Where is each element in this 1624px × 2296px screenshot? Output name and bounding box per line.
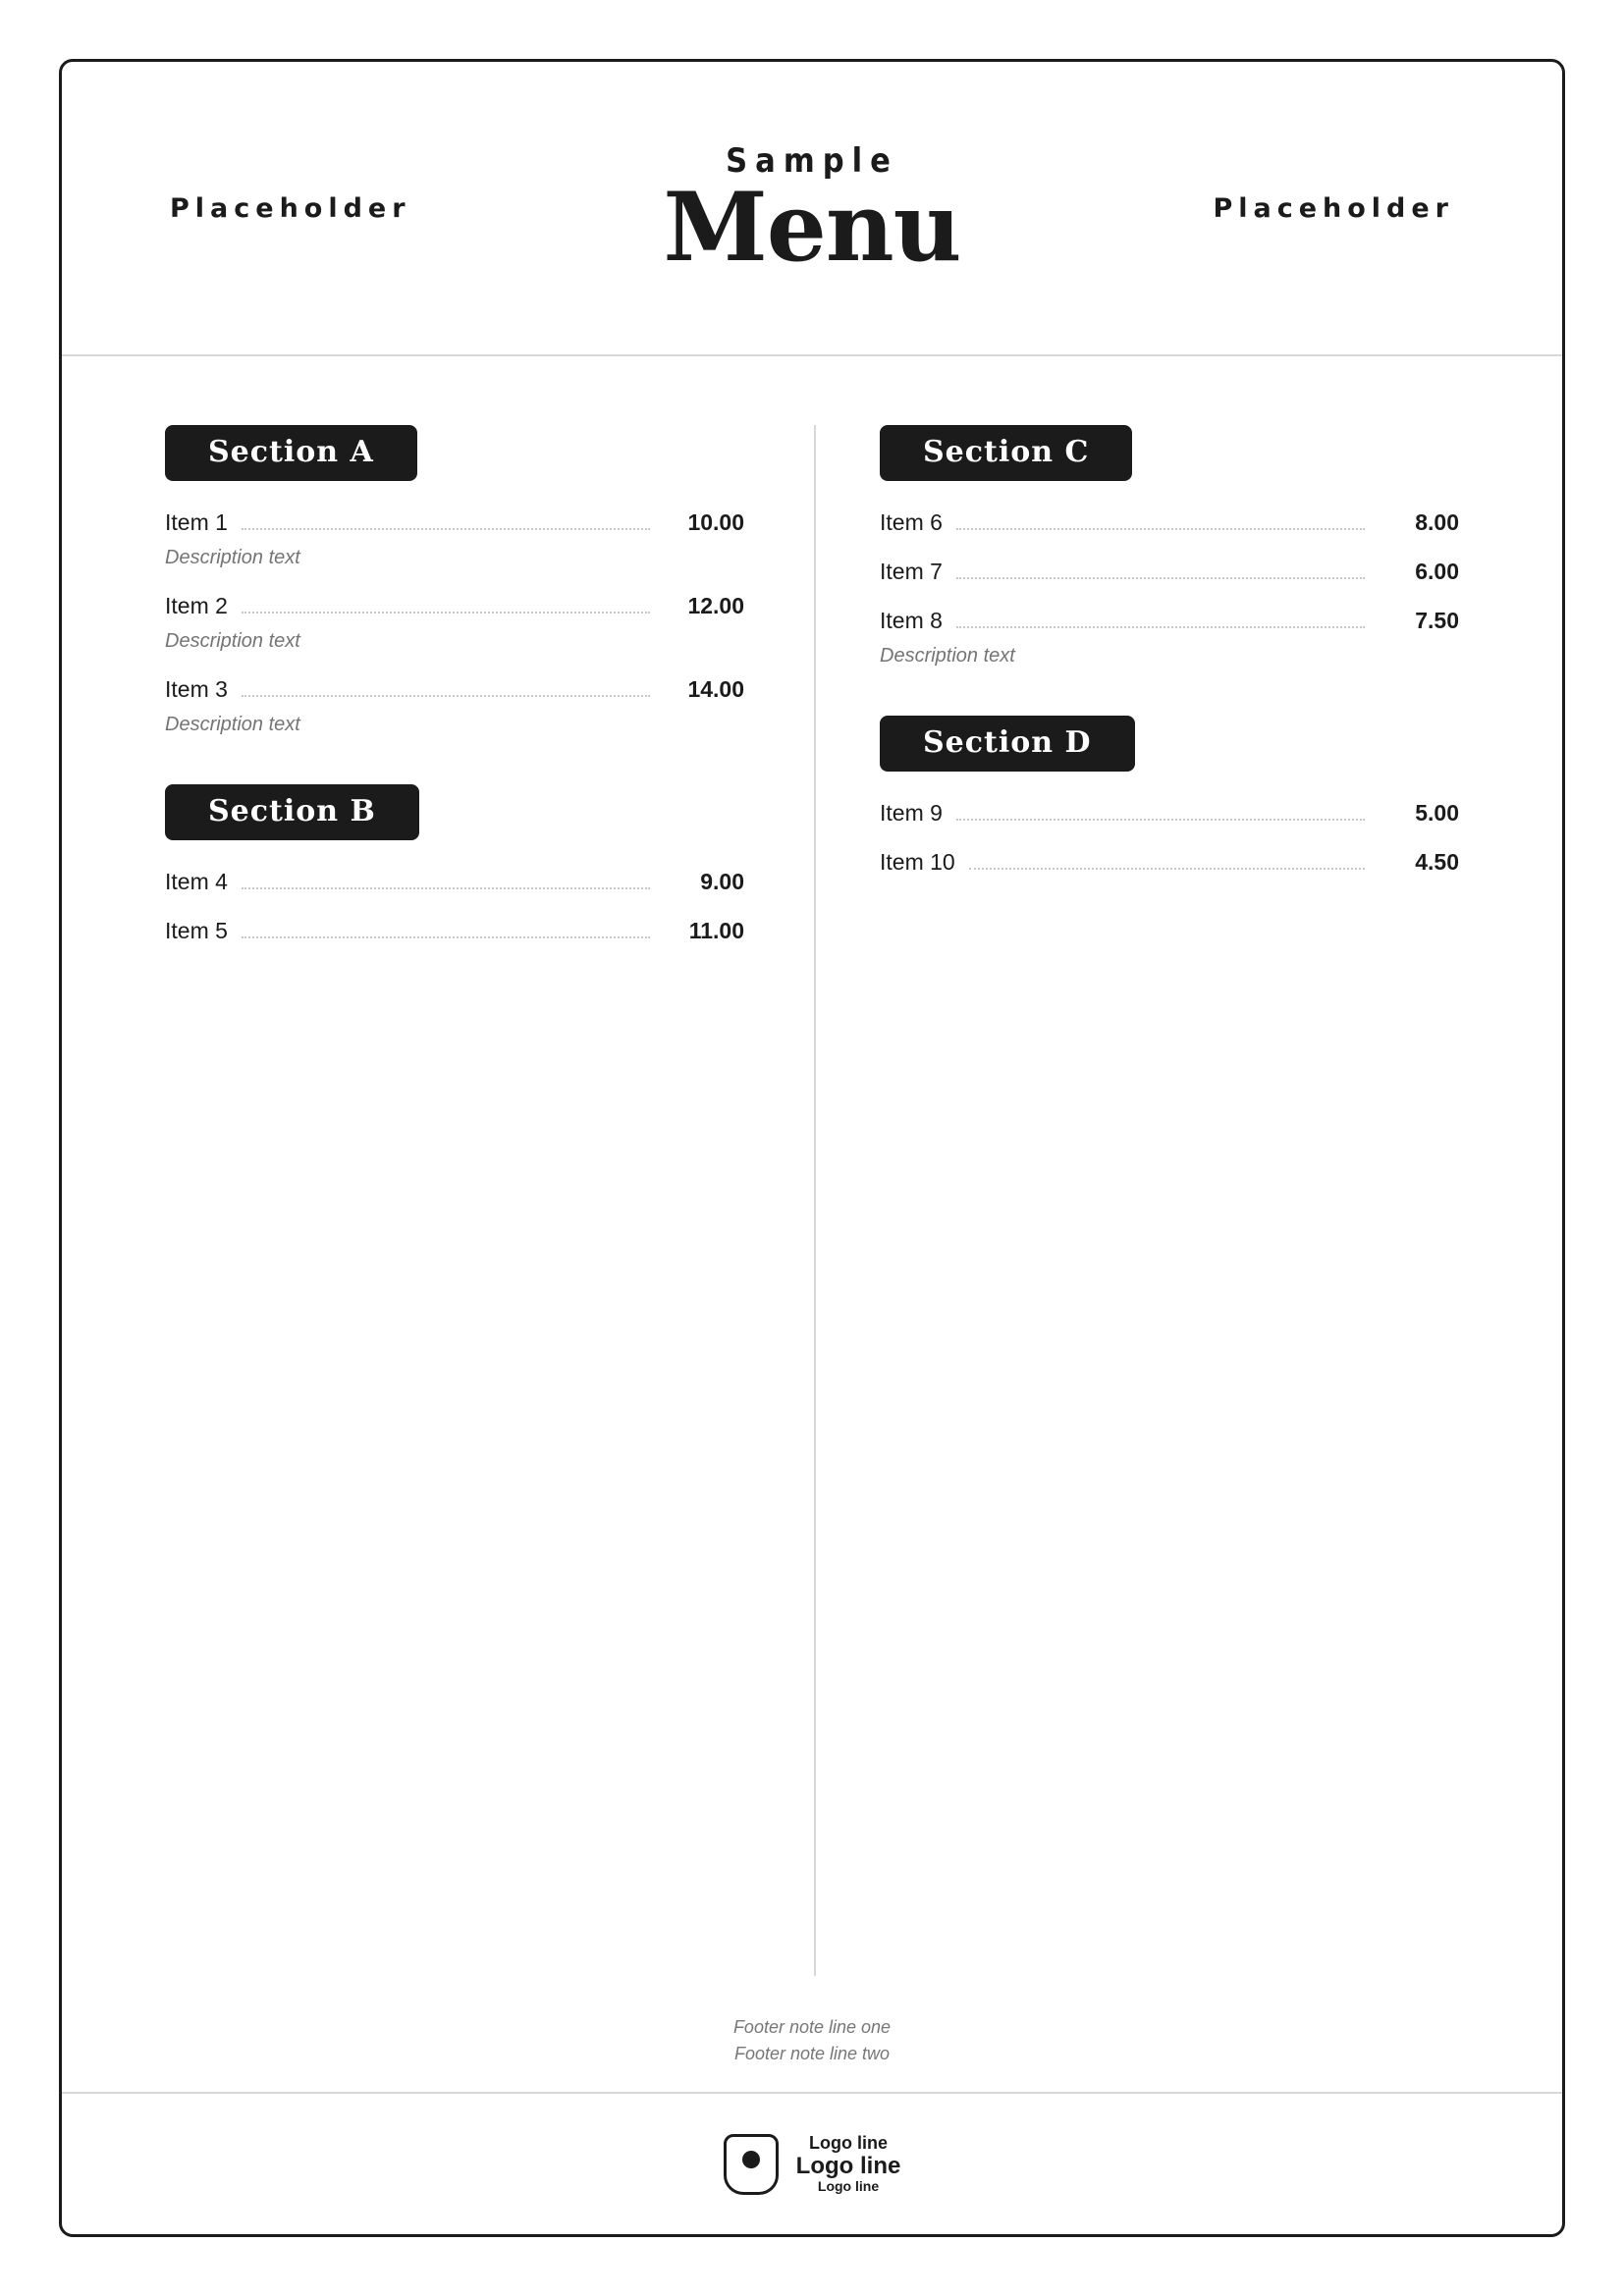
dotted-leader xyxy=(956,819,1365,821)
item-row xyxy=(880,508,1459,538)
section-title: Section A xyxy=(165,425,417,481)
item-row xyxy=(165,868,744,897)
dotted-leader xyxy=(956,626,1365,628)
brand-top: Sample xyxy=(726,141,898,181)
menu-section xyxy=(880,425,1459,670)
item-row xyxy=(880,558,1459,587)
logo-icon xyxy=(724,2134,779,2195)
item-price: 6.00 xyxy=(1415,558,1459,584)
menu-item xyxy=(880,508,1459,538)
dotted-leader xyxy=(956,577,1365,579)
item-price: 8.00 xyxy=(1415,509,1459,535)
item-row xyxy=(165,508,744,538)
menu-item xyxy=(880,848,1459,878)
menu-item xyxy=(880,799,1459,828)
item-price: 11.00 xyxy=(688,917,744,943)
section-title: Section D xyxy=(880,716,1135,772)
menu-item xyxy=(880,558,1459,587)
footer-logo-text xyxy=(796,2134,901,2195)
item-price: 7.50 xyxy=(1415,607,1459,633)
item-price: 4.50 xyxy=(1415,848,1459,875)
menu-section xyxy=(165,784,744,946)
item-price: 10.00 xyxy=(687,509,744,535)
item-name: Item 10 xyxy=(880,848,955,875)
footer-logo-line-2: Logo line xyxy=(795,2152,901,2179)
footer-note xyxy=(62,2014,1562,2067)
item-price: 5.00 xyxy=(1415,799,1459,826)
brand-logo xyxy=(663,141,961,283)
brand-main: Menu xyxy=(663,172,961,283)
item-price: 9.00 xyxy=(700,868,744,894)
section-title: Section C xyxy=(880,425,1132,481)
dotted-leader xyxy=(969,868,1365,870)
right-column xyxy=(880,425,1459,990)
item-row xyxy=(880,607,1459,636)
menu-item xyxy=(165,508,744,572)
header-left-label: Placeholder xyxy=(170,192,411,224)
item-description: Description text xyxy=(165,713,300,735)
item-description: Description text xyxy=(165,546,300,568)
menu-item xyxy=(880,607,1459,670)
footer-logo-line-3: Logo line xyxy=(817,2177,880,2194)
dotted-leader xyxy=(242,887,650,889)
menu-columns xyxy=(62,425,1562,990)
item-name: Item 9 xyxy=(880,799,943,826)
dotted-leader xyxy=(242,528,650,530)
menu-section xyxy=(880,716,1459,878)
menu-item xyxy=(165,675,744,739)
footer-logo-line-1: Logo line xyxy=(809,2132,888,2153)
header-right-label: Placeholder xyxy=(1213,192,1454,224)
section-title: Section B xyxy=(165,784,419,840)
menu-section xyxy=(165,425,744,739)
item-name: Item 2 xyxy=(165,592,228,618)
item-row xyxy=(880,799,1459,828)
dotted-leader xyxy=(242,695,650,697)
menu-header xyxy=(62,62,1562,356)
footer-note-line-1: Footer note line one xyxy=(732,2017,892,2037)
item-row xyxy=(880,848,1459,878)
venue-footer xyxy=(62,2092,1562,2234)
dotted-leader xyxy=(956,528,1365,530)
item-price: 12.00 xyxy=(687,592,744,618)
footer-note-line-2: Footer note line two xyxy=(733,2044,891,2063)
menu-page xyxy=(59,59,1565,2237)
item-name: Item 7 xyxy=(880,558,943,584)
item-name: Item 8 xyxy=(880,607,943,633)
item-name: Item 1 xyxy=(165,509,228,535)
left-column xyxy=(165,425,744,990)
dotted-leader xyxy=(242,612,650,614)
item-row xyxy=(165,675,744,705)
menu-item xyxy=(165,592,744,656)
menu-item xyxy=(165,868,744,897)
item-row xyxy=(165,592,744,621)
item-name: Item 5 xyxy=(165,917,228,943)
menu-item xyxy=(165,917,744,946)
dotted-leader xyxy=(242,936,650,938)
item-name: Item 3 xyxy=(165,675,228,702)
item-name: Item 6 xyxy=(880,509,943,535)
item-row xyxy=(165,917,744,946)
item-name: Item 4 xyxy=(165,868,228,894)
item-price: 14.00 xyxy=(687,675,744,702)
item-description: Description text xyxy=(880,644,1015,667)
item-description: Description text xyxy=(165,629,300,652)
